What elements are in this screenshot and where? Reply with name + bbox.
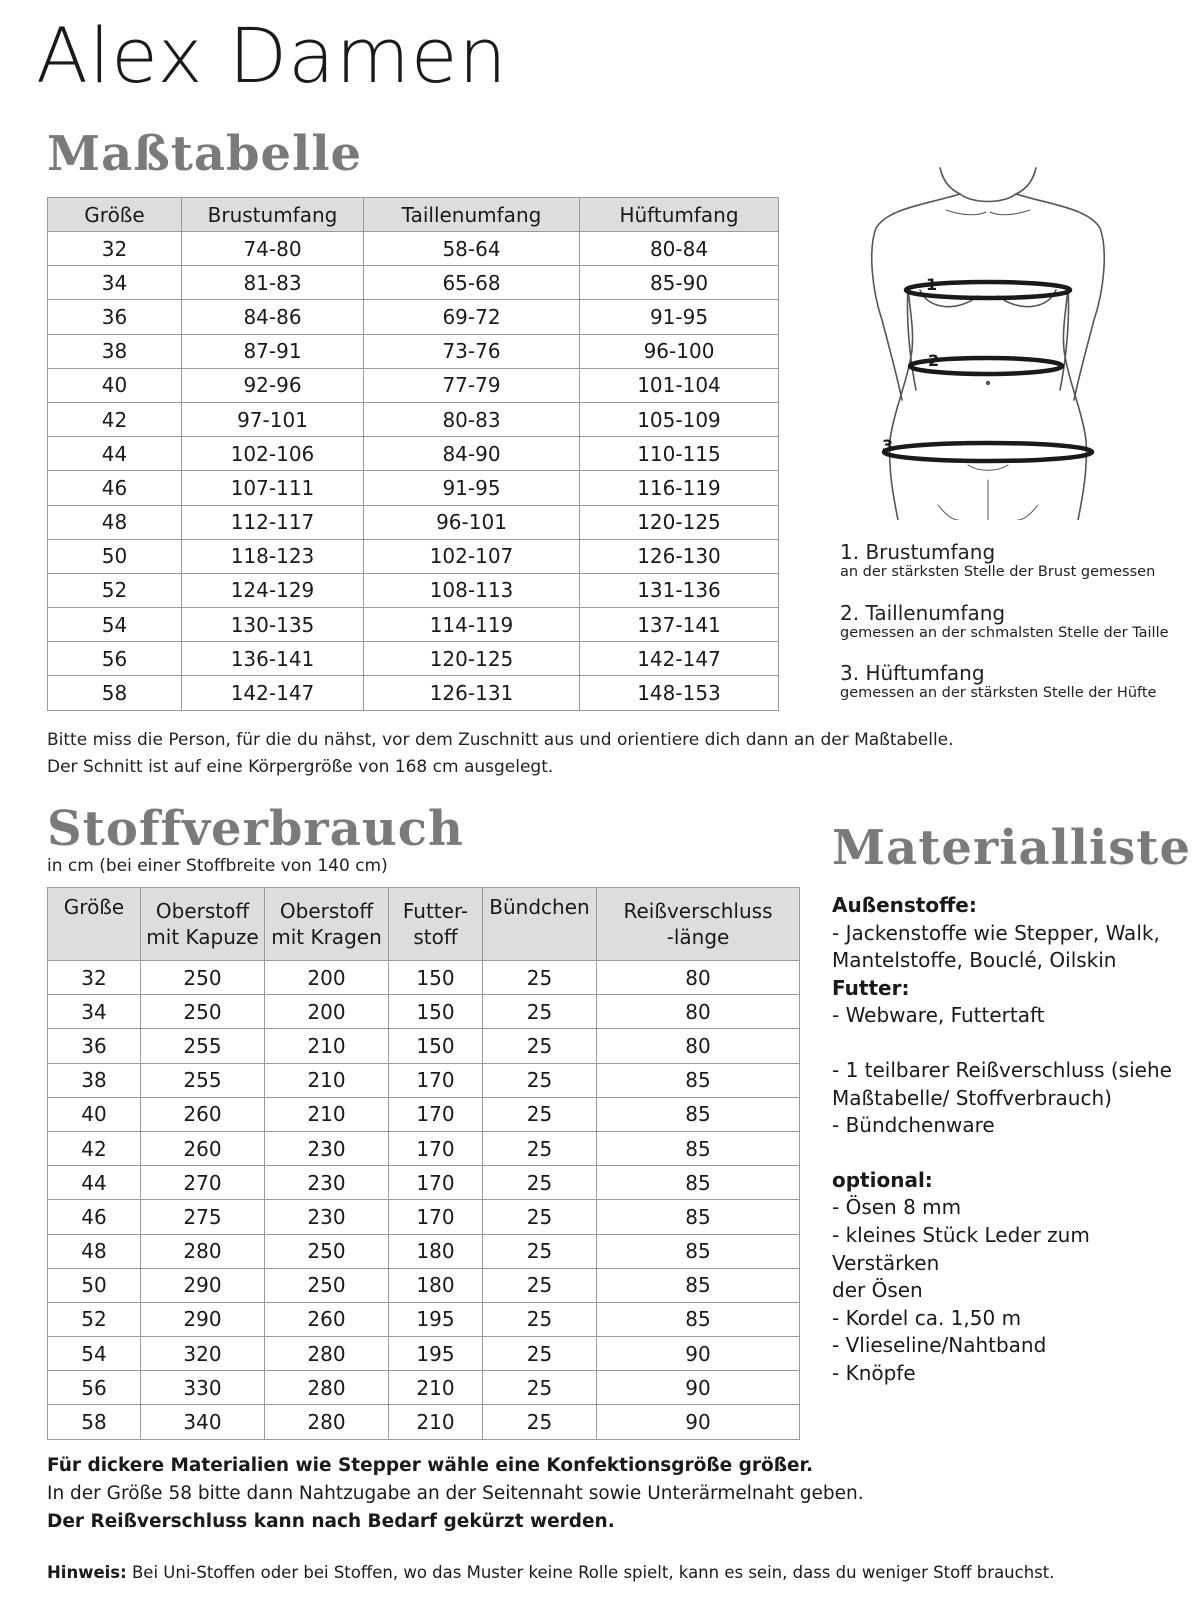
fabric-table-row	[48, 1371, 800, 1405]
fabric-table-row	[48, 961, 800, 995]
fabric-table-cell: 85	[597, 1097, 800, 1131]
figure-label-1: 1	[926, 275, 938, 294]
size-table-cell: 136-141	[182, 642, 364, 676]
legend-desc: gemessen an der schmalsten Stelle der Taille	[840, 625, 1169, 641]
size-table-cell: 126-130	[580, 539, 779, 573]
fabric-table-cell: 280	[141, 1234, 265, 1268]
fabric-table-cell: 25	[483, 1337, 597, 1371]
fabric-table-cell: 195	[389, 1337, 483, 1371]
fabric-table-cell: 330	[141, 1371, 265, 1405]
fabric-table-row	[48, 1063, 800, 1097]
fabric-table-row	[48, 1097, 800, 1131]
fabric-table-title: Stoffverbrauch	[47, 801, 464, 857]
size-table-cell: 40	[48, 368, 182, 402]
fabric-header-line: stoff	[413, 925, 458, 949]
size-table-cell: 81-83	[182, 266, 364, 300]
size-table-cell: 38	[48, 334, 182, 368]
fabric-table-cell: 80	[597, 1029, 800, 1063]
fabric-table-cell: 200	[265, 995, 389, 1029]
fabric-table-cell: 270	[141, 1166, 265, 1200]
material-list-heading: Futter:	[832, 975, 910, 1000]
fabric-table-cell: 195	[389, 1302, 483, 1336]
legend-desc: gemessen an der stärksten Stelle der Hüfte	[840, 685, 1157, 701]
note-line-bold: Für dickere Materialien wie Stepper wähle eine Konfektionsgröße größer.	[47, 1455, 814, 1476]
fabric-table-cell: 25	[483, 1268, 597, 1302]
material-list-item: der Ösen	[832, 1278, 923, 1303]
size-table-row	[48, 505, 779, 539]
fabric-header-line: Futter-	[402, 899, 469, 923]
fabric-table-cell: 320	[141, 1337, 265, 1371]
body-figure-illustration	[868, 160, 1108, 520]
size-table-cell: 87-91	[182, 334, 364, 368]
size-table-row	[48, 437, 779, 471]
size-table-cell: 148-153	[580, 676, 779, 710]
page-title: Alex Damen	[36, 11, 508, 100]
legend-head: 2. Taillenumfang	[840, 601, 1006, 625]
fabric-table-cell: 85	[597, 1166, 800, 1200]
size-table-cell: 58-64	[364, 232, 580, 266]
note-line-bold: Der Reißverschluss kann nach Bedarf gekürzt werden.	[47, 1510, 615, 1532]
fabric-table-subtitle: in cm (bei einer Stoffbreite von 140 cm)	[47, 856, 388, 876]
material-list-spacer	[832, 1140, 1192, 1167]
size-table-cell: 112-117	[182, 505, 364, 539]
size-table-cell: 124-129	[182, 573, 364, 607]
size-table-cell: 131-136	[580, 573, 779, 607]
legend-item-bust	[840, 541, 1155, 582]
size-table-cell: 105-109	[580, 402, 779, 436]
fabric-table-header-row	[48, 888, 800, 961]
material-list-item: - Knöpfe	[832, 1360, 916, 1385]
size-table-cell: 50	[48, 539, 182, 573]
size-table-row	[48, 300, 779, 334]
material-list-item: Maßtabelle/ Stoffverbrauch)	[832, 1085, 1112, 1110]
fabric-table-cell: 25	[483, 961, 597, 995]
size-header-cell: Taillenumfang	[364, 198, 580, 232]
size-table-cell: 120-125	[580, 505, 779, 539]
fabric-header-line: Bündchen	[489, 895, 590, 919]
fabric-table-cell: 25	[483, 1200, 597, 1234]
material-list-spacer	[832, 1030, 1192, 1057]
fabric-table-cell: 170	[389, 1063, 483, 1097]
fabric-table-cell: 230	[265, 1131, 389, 1165]
fabric-table-cell: 210	[265, 1063, 389, 1097]
size-table-cell: 114-119	[364, 608, 580, 642]
fabric-table-row	[48, 1405, 800, 1439]
size-table-cell: 137-141	[580, 608, 779, 642]
size-table-cell: 102-107	[364, 539, 580, 573]
legend-item-hip	[840, 662, 1156, 703]
fabric-header-cell	[48, 888, 141, 961]
size-table	[47, 197, 779, 711]
size-table-cell: 42	[48, 402, 182, 436]
size-table-cell: 97-101	[182, 402, 364, 436]
fabric-table-cell: 260	[141, 1131, 265, 1165]
size-table-cell: 44	[48, 437, 182, 471]
size-table-cell: 118-123	[182, 539, 364, 573]
fabric-table-row	[48, 1200, 800, 1234]
fabric-table-cell: 170	[389, 1097, 483, 1131]
fabric-table-cell: 48	[48, 1234, 141, 1268]
fabric-table-cell: 260	[265, 1302, 389, 1336]
fabric-table-cell: 80	[597, 961, 800, 995]
fabric-table-cell: 280	[265, 1371, 389, 1405]
fabric-table-cell: 210	[265, 1097, 389, 1131]
fabric-table-cell: 90	[597, 1405, 800, 1439]
size-table-cell: 73-76	[364, 334, 580, 368]
fabric-table-cell: 34	[48, 995, 141, 1029]
size-table-cell: 110-115	[580, 437, 779, 471]
fabric-header-line: mit Kapuze	[146, 925, 259, 949]
legend-head: 3. Hüftumfang	[840, 661, 985, 685]
fabric-table-cell: 85	[597, 1268, 800, 1302]
size-table-cell: 126-131	[364, 676, 580, 710]
fabric-table-row	[48, 1337, 800, 1371]
fabric-table-cell: 150	[389, 995, 483, 1029]
fabric-table-cell: 230	[265, 1200, 389, 1234]
fabric-table-cell: 85	[597, 1200, 800, 1234]
fabric-header-line: Größe	[63, 895, 125, 919]
size-note	[47, 727, 954, 781]
fabric-table-cell: 46	[48, 1200, 141, 1234]
size-table-title: Maßtabelle	[47, 126, 363, 182]
fabric-table-cell: 290	[141, 1268, 265, 1302]
note-line: In der Größe 58 bitte dann Nahtzugabe an der Seitennaht sowie Unterärmelnaht geben.	[47, 1482, 864, 1504]
size-header-cell: Brustumfang	[182, 198, 364, 232]
material-list-item: - kleines Stück Leder zum Verstärken	[832, 1222, 1090, 1275]
fabric-table-cell: 230	[265, 1166, 389, 1200]
fabric-table-cell: 255	[141, 1029, 265, 1063]
size-table-row	[48, 539, 779, 573]
fabric-table-cell: 260	[141, 1097, 265, 1131]
material-list-heading: optional:	[832, 1167, 933, 1192]
fabric-table-cell: 85	[597, 1131, 800, 1165]
hint-label: Hinweis:	[47, 1563, 127, 1582]
figure-label-2: 2	[928, 351, 940, 370]
fabric-table-cell: 25	[483, 995, 597, 1029]
size-note-line: Bitte miss die Person, für die du nähst, vor dem Zuschnitt aus und orientiere dich dann an der Maßtabelle.	[47, 730, 954, 750]
fabric-table-cell: 85	[597, 1302, 800, 1336]
fabric-table-row	[48, 1029, 800, 1063]
size-table-cell: 56	[48, 642, 182, 676]
fabric-table-cell: 58	[48, 1405, 141, 1439]
material-list-item: - Vlieseline/Nahtband	[832, 1333, 1047, 1358]
size-table-row	[48, 334, 779, 368]
fabric-table-cell: 25	[483, 1131, 597, 1165]
size-table-row	[48, 402, 779, 436]
fabric-table-cell: 25	[483, 1405, 597, 1439]
fabric-table-cell: 250	[141, 995, 265, 1029]
size-table-cell: 85-90	[580, 266, 779, 300]
size-note-line: Der Schnitt ist auf eine Körpergröße von 168 cm ausgelegt.	[47, 757, 554, 778]
material-list-title: Materialliste	[832, 820, 1192, 876]
size-header-cell: Größe	[48, 198, 182, 232]
fabric-table-cell: 150	[389, 961, 483, 995]
size-table-row	[48, 266, 779, 300]
legend-item-waist	[840, 602, 1169, 643]
fabric-table-cell: 25	[483, 1371, 597, 1405]
hint-note	[47, 1563, 1054, 1582]
fabric-table-cell: 200	[265, 961, 389, 995]
size-table-cell: 77-79	[364, 368, 580, 402]
size-table-cell: 102-106	[182, 437, 364, 471]
fabric-table-cell: 44	[48, 1166, 141, 1200]
fabric-table-cell: 38	[48, 1063, 141, 1097]
fabric-table-cell: 250	[141, 961, 265, 995]
fabric-table-row	[48, 1166, 800, 1200]
fabric-header-cell	[141, 888, 265, 961]
size-table-cell: 101-104	[580, 368, 779, 402]
fabric-table-cell: 180	[389, 1268, 483, 1302]
fabric-table-cell: 250	[265, 1234, 389, 1268]
size-table-cell: 96-101	[364, 505, 580, 539]
size-table-cell: 36	[48, 300, 182, 334]
size-table-row	[48, 642, 779, 676]
fabric-table-cell: 54	[48, 1337, 141, 1371]
fabric-table-cell: 290	[141, 1302, 265, 1336]
fabric-header-cell	[483, 888, 597, 961]
material-list-item: - Webware, Futtertaft	[832, 1003, 1045, 1028]
legend-desc: an der stärksten Stelle der Brust gemessen	[840, 564, 1156, 580]
material-list-item: - 1 teilbarer Reißverschluss (siehe	[832, 1057, 1172, 1082]
size-table-cell: 74-80	[182, 232, 364, 266]
fabric-table-cell: 80	[597, 995, 800, 1029]
fabric-table-cell: 170	[389, 1131, 483, 1165]
size-table-cell: 46	[48, 471, 182, 505]
size-table-cell: 108-113	[364, 573, 580, 607]
size-table-cell: 52	[48, 573, 182, 607]
legend-head: 1. Brustumfang	[840, 540, 996, 564]
fabric-table-row	[48, 1268, 800, 1302]
fabric-header-line: -länge	[666, 925, 730, 949]
size-table-row	[48, 368, 779, 402]
fabric-table-cell: 210	[265, 1029, 389, 1063]
fabric-table	[47, 887, 800, 1440]
size-table-cell: 32	[48, 232, 182, 266]
size-table-cell: 58	[48, 676, 182, 710]
fabric-table-cell: 255	[141, 1063, 265, 1097]
size-table-cell: 142-147	[580, 642, 779, 676]
fabric-table-cell: 25	[483, 1166, 597, 1200]
fabric-table-cell: 25	[483, 1063, 597, 1097]
fabric-table-cell: 90	[597, 1371, 800, 1405]
size-table-row	[48, 232, 779, 266]
material-list-item: Mantelstoffe, Bouclé, Oilskin	[832, 948, 1117, 973]
fabric-table-row	[48, 995, 800, 1029]
fabric-header-cell	[389, 888, 483, 961]
material-list-item: - Ösen 8 mm	[832, 1195, 962, 1220]
size-table-cell: 116-119	[580, 471, 779, 505]
fabric-table-cell: 90	[597, 1337, 800, 1371]
fabric-table-cell: 85	[597, 1063, 800, 1097]
hint-text: Bei Uni-Stoffen oder bei Stoffen, wo das Muster keine Rolle spielt, kann es sein, dass du weniger Stoff brauchst.	[126, 1563, 1055, 1582]
size-table-cell: 142-147	[182, 676, 364, 710]
fabric-table-cell: 25	[483, 1029, 597, 1063]
size-table-header-row	[48, 198, 779, 232]
size-table-cell: 96-100	[580, 334, 779, 368]
fabric-table-row	[48, 1131, 800, 1165]
fabric-table-cell: 170	[389, 1200, 483, 1234]
fabric-header-cell	[265, 888, 389, 961]
figure-label-3: 3	[882, 436, 894, 455]
material-list-item: - Kordel ca. 1,50 m	[832, 1305, 1022, 1330]
size-table-row	[48, 608, 779, 642]
fabric-table-cell: 250	[265, 1268, 389, 1302]
size-table-cell: 54	[48, 608, 182, 642]
fabric-table-cell: 52	[48, 1302, 141, 1336]
fabric-table-row	[48, 1302, 800, 1336]
fabric-header-line: Oberstoff	[155, 899, 250, 923]
fabric-table-row	[48, 1234, 800, 1268]
fabric-header-line: mit Kragen	[271, 925, 382, 949]
size-table-cell: 48	[48, 505, 182, 539]
fabric-table-cell: 50	[48, 1268, 141, 1302]
size-table-cell: 69-72	[364, 300, 580, 334]
size-table-cell: 80-83	[364, 402, 580, 436]
fabric-table-cell: 85	[597, 1234, 800, 1268]
fabric-header-line: Reißverschluss	[623, 899, 773, 923]
material-list-item: - Bündchenware	[832, 1113, 995, 1138]
bottom-notes	[47, 1452, 1167, 1535]
fabric-table-cell: 40	[48, 1097, 141, 1131]
size-table-cell: 107-111	[182, 471, 364, 505]
fabric-table-cell: 280	[265, 1337, 389, 1371]
size-table-cell: 84-86	[182, 300, 364, 334]
fabric-table-cell: 25	[483, 1234, 597, 1268]
material-list-heading: Außenstoffe:	[832, 893, 977, 917]
size-table-cell: 92-96	[182, 368, 364, 402]
fabric-table-cell: 25	[483, 1097, 597, 1131]
size-table-row	[48, 676, 779, 710]
fabric-table-cell: 42	[48, 1131, 141, 1165]
fabric-table-cell: 280	[265, 1405, 389, 1439]
size-table-cell: 80-84	[580, 232, 779, 266]
fabric-header-line: Oberstoff	[279, 899, 374, 923]
fabric-table-cell: 170	[389, 1166, 483, 1200]
fabric-table-cell: 275	[141, 1200, 265, 1234]
size-table-row	[48, 573, 779, 607]
fabric-table-cell: 25	[483, 1302, 597, 1336]
size-table-cell: 91-95	[580, 300, 779, 334]
fabric-table-cell: 210	[389, 1405, 483, 1439]
material-list	[832, 892, 1192, 1388]
size-table-cell: 120-125	[364, 642, 580, 676]
fabric-table-cell: 32	[48, 961, 141, 995]
size-table-cell: 84-90	[364, 437, 580, 471]
size-table-cell: 91-95	[364, 471, 580, 505]
size-table-cell: 34	[48, 266, 182, 300]
fabric-table-cell: 150	[389, 1029, 483, 1063]
fabric-table-cell: 340	[141, 1405, 265, 1439]
size-table-row	[48, 471, 779, 505]
size-table-cell: 65-68	[364, 266, 580, 300]
fabric-table-cell: 36	[48, 1029, 141, 1063]
fabric-header-cell	[597, 888, 800, 961]
fabric-table-cell: 56	[48, 1371, 141, 1405]
size-header-cell: Hüftumfang	[580, 198, 779, 232]
size-table-cell: 130-135	[182, 608, 364, 642]
material-list-item: - Jackenstoffe wie Stepper, Walk,	[832, 920, 1160, 945]
fabric-table-cell: 180	[389, 1234, 483, 1268]
fabric-table-cell: 210	[389, 1371, 483, 1405]
